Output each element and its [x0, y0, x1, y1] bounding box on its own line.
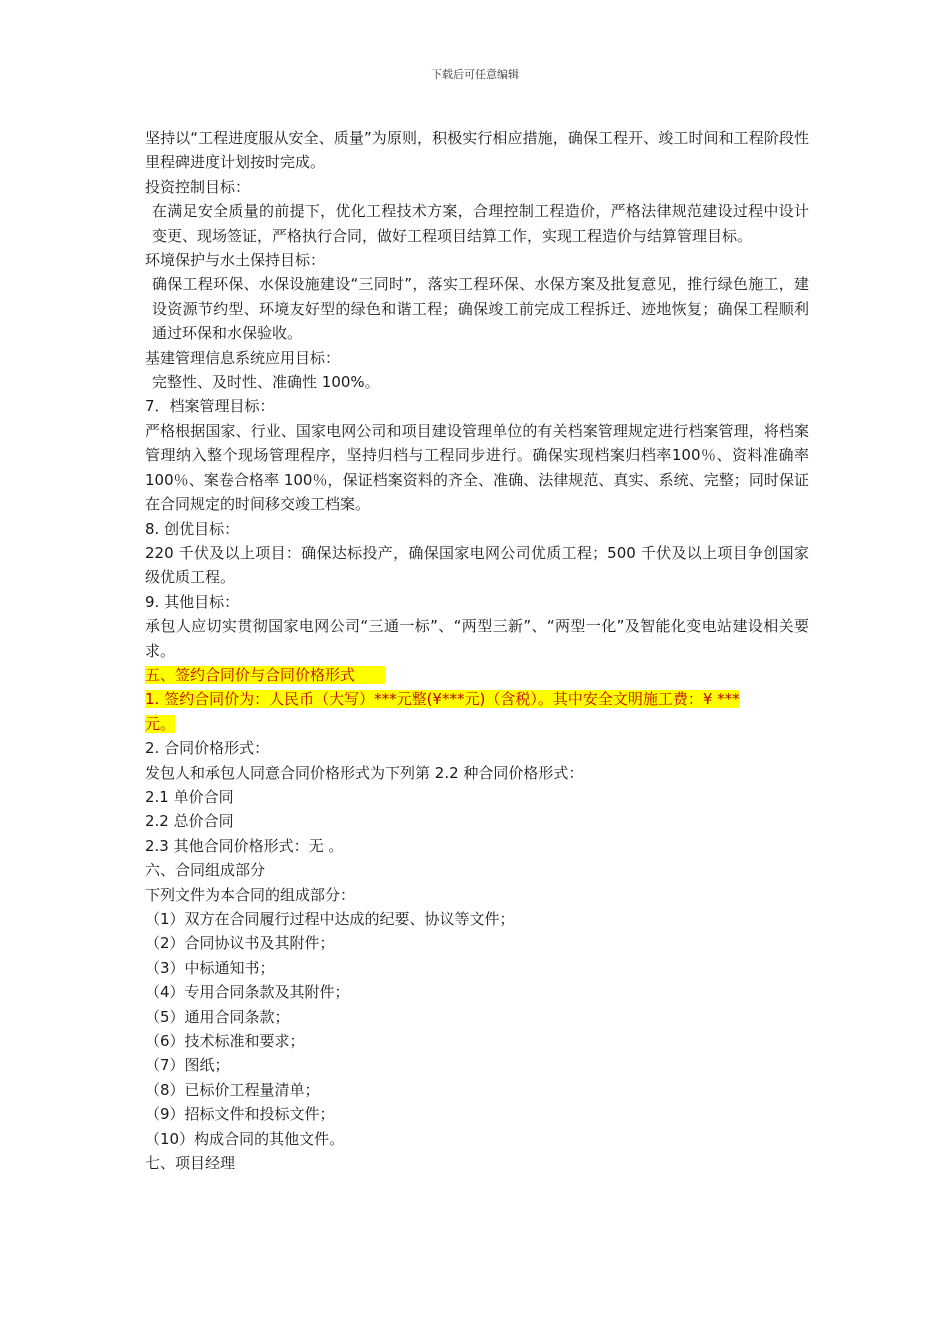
price-form-heading: 2. 合同价格形式： [145, 739, 270, 758]
document-body [145, 126, 809, 1175]
section-7-title: 七、项目经理 [145, 1154, 236, 1173]
list-item: （8）已标价工程量清单； [145, 1080, 320, 1099]
archive-goal-paragraph: 严格根据国家、行业、国家电网公司和项目建设管理单位的有关档案管理规定进行档案管理，将档案管理纳入整个现场管理程序，坚持归档与工程同步进行。确保实现档案归档率100％、资料准确率 100％、案卷合格率 100％，保证档案资料的齐全、准确、法律规范、真实、系统、完整；同时保证在合同规定的时间移交竣工档案。 [145, 421, 809, 514]
list-item: （10）构成合同的其他文件。 [145, 1129, 345, 1148]
archive-goal-heading: 7．档案管理目标： [145, 397, 275, 416]
section-5-title [145, 663, 809, 687]
price-option-unit: 2.1 单价合同 [145, 787, 234, 806]
excellence-goal-paragraph: 220 千伏及以上项目：确保达标投产，确保国家电网公司优质工程；500 千伏及以上项目争创国家级优质工程。 [145, 543, 809, 587]
list-item: （3）中标通知书； [145, 958, 275, 977]
price-form-paragraph: 发包人和承包人同意合同价格形式为下列第 2.2 种合同价格形式： [145, 763, 584, 782]
list-item: （7）图纸； [145, 1056, 230, 1075]
investment-goal-heading: 投资控制目标： [145, 177, 251, 196]
list-item: （2）合同协议书及其附件； [145, 934, 335, 953]
contract-price-paragraph [145, 687, 809, 736]
list-item: （9）招标文件和投标文件； [145, 1105, 335, 1124]
list-item: （5）通用合同条款； [145, 1007, 290, 1026]
info-system-goal-heading: 基建管理信息系统应用目标： [145, 348, 341, 367]
contract-price-line-2: 元。 [145, 714, 176, 733]
list-item: （4）专用合同条款及其附件； [145, 983, 350, 1002]
environment-goal-paragraph: 确保工程环保、水保设施建设“三同时”，落实工程环保、水保方案及批复意见，推行绿色施工，建设资源节约型、环境友好型的绿色和谐工程；确保竣工前完成工程拆迁、迹地恢复；确保工程顺利通过环保和水保验收。 [152, 275, 809, 343]
progress-goal-paragraph: 坚持以“工程进度服从安全、质量”为原则，积极实行相应措施，确保工程开、竣工时间和工程阶段性里程碑进度计划按时完成。 [145, 129, 809, 172]
excellence-goal-heading: 8. 创优目标： [145, 519, 240, 538]
other-goal-heading: 9. 其他目标： [145, 592, 240, 611]
section-5-title-text: 五、签约合同价与合同价格形式 [145, 666, 385, 684]
page-header: 下载后可任意编辑 [431, 68, 519, 81]
list-item: （6）技术标准和要求； [145, 1032, 305, 1051]
contract-price-line-1: 1. 签约合同价为：人民币（大写）***元整(¥***元)（含税）。其中安全文明施工费：¥ *** [145, 690, 740, 709]
investment-goal-paragraph: 在满足安全质量的前提下，优化工程技术方案，合理控制工程造价，严格法律规范建设过程中设计变更、现场签证，严格执行合同，做好工程项目结算工作，实现工程造价与结算管理目标。 [152, 202, 809, 245]
price-option-total: 2.2 总价合同 [145, 812, 234, 831]
info-system-goal-paragraph: 完整性、及时性、准确性 100%。 [152, 373, 380, 392]
price-option-other: 2.3 其他合同价格形式：无 。 [145, 836, 344, 855]
list-item: （1）双方在合同履行过程中达成的纪要、协议等文件； [145, 910, 515, 928]
section-6-title: 六、合同组成部分 [145, 861, 266, 880]
section-6-intro: 下列文件为本合同的组成部分： [145, 885, 356, 904]
other-goal-paragraph: 承包人应切实贯彻国家电网公司“三通一标”、“两型三新”、“两型一化”及智能化变电站建设相关要求。 [145, 617, 809, 660]
environment-goal-heading: 环境保护与水土保持目标： [145, 251, 326, 270]
